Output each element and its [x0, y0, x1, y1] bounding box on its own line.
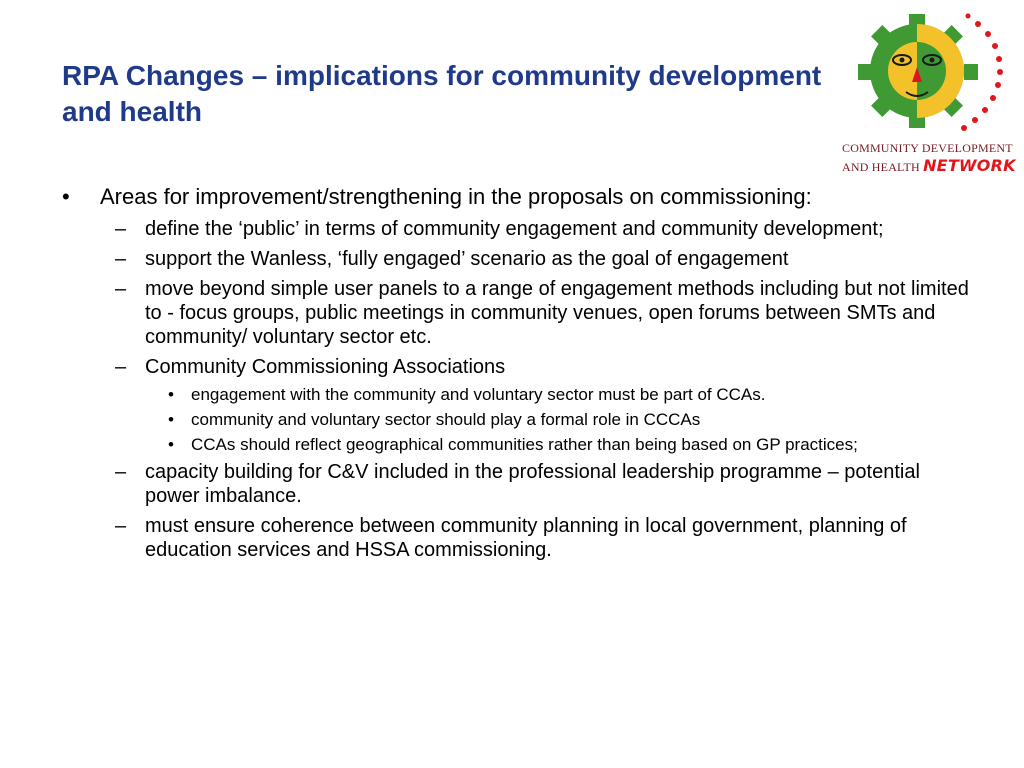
- logo-caption-network: NETWORK: [923, 156, 1016, 175]
- bullet-main: [62, 184, 972, 209]
- sub-bullet-text: define the ‘public’ in terms of community engagement and community development;: [145, 218, 884, 240]
- sub-bullet-text: move beyond simple user panels to a range of engagement methods including but not limited to - focus groups, public meetings in community venues, open forums between SMTs and community/ voluntary sector etc.: [145, 278, 969, 348]
- logo-caption-line2: [842, 157, 1022, 176]
- sub-sub-bullet: [62, 435, 972, 454]
- bullet-marker: •: [168, 410, 174, 429]
- sub-bullet-coherence: [62, 514, 972, 562]
- bullet-marker: •: [168, 435, 174, 454]
- sub-bullet-wanless: [62, 247, 972, 271]
- dash-marker: –: [115, 356, 127, 378]
- sub-bullet-ccas: [62, 355, 972, 379]
- sub-bullet-text: Community Commissioning Associations: [145, 356, 506, 378]
- bullet-marker: •: [62, 184, 70, 209]
- sub-sub-bullet-text: engagement with the community and voluntary sector must be part of CCAs.: [191, 385, 766, 404]
- bullet-marker: •: [168, 385, 174, 404]
- dash-marker: –: [115, 218, 127, 240]
- dash-marker: –: [115, 278, 127, 300]
- bullet-list: [62, 184, 972, 568]
- gear-icon: [858, 14, 978, 128]
- logo-caption: [842, 140, 1022, 176]
- sub-sub-bullet-text: community and voluntary sector should play a formal role in CCCAs: [191, 410, 701, 429]
- sub-sub-bullet: [62, 385, 972, 404]
- bullet-text: Areas for improvement/strengthening in the proposals on commissioning:: [100, 184, 812, 209]
- dash-marker: –: [115, 461, 127, 483]
- logo-caption-prefix: AND HEALTH: [842, 160, 920, 174]
- sub-bullet-text: support the Wanless, ‘fully engaged’ scenario as the goal of engagement: [145, 248, 789, 270]
- slide-title: RPA Changes – implications for community development and health: [62, 60, 822, 127]
- sub-bullet-text: must ensure coherence between community planning in local government, planning of education services and HSSA commissioning.: [145, 515, 907, 561]
- sub-bullet-text: capacity building for C&V included in the professional leadership programme – potential power imbalance.: [145, 461, 920, 507]
- logo-caption-line1: COMMUNITY DEVELOPMENT: [842, 141, 1013, 155]
- sub-bullet-capacity: [62, 460, 972, 508]
- dash-marker: –: [115, 248, 127, 270]
- sub-sub-bullet: [62, 410, 972, 429]
- sub-bullet-public: [62, 217, 972, 241]
- sub-sub-bullet-text: CCAs should reflect geographical communities rather than being based on GP practices;: [191, 435, 858, 454]
- sub-bullet-methods: [62, 277, 972, 349]
- dash-marker: –: [115, 515, 127, 537]
